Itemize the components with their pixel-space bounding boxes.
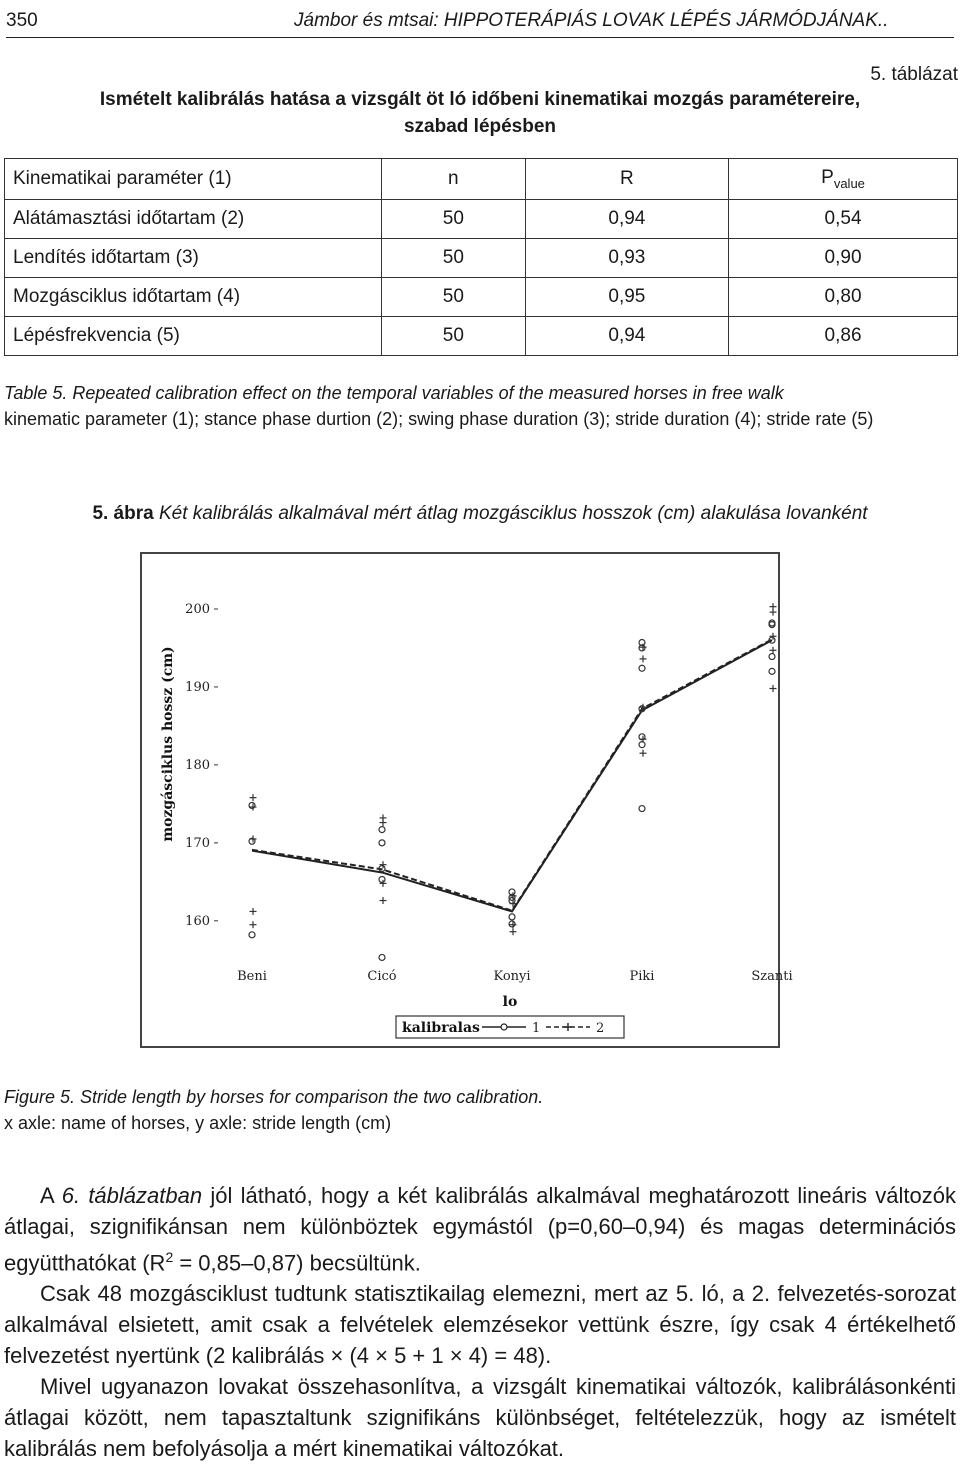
y-tick-label: 200	[185, 602, 210, 617]
table-caption-notes: kinematic parameter (1); stance phase durtion (2); swing phase duration (3); stride duration (4); stride rate (5)	[4, 409, 874, 429]
cell-p: 0,54	[729, 200, 958, 239]
table-row	[5, 317, 958, 356]
data-point-circle	[769, 654, 775, 660]
legend-marker-plus	[564, 1023, 572, 1031]
data-point-plus	[380, 814, 387, 821]
y-tick-label: 160	[185, 913, 210, 929]
data-point-circle	[379, 840, 385, 846]
x-tick-label: Cicó	[367, 969, 397, 984]
cell-p: 0,90	[729, 239, 958, 278]
table-row	[5, 200, 958, 239]
cell-p: 0,86	[729, 317, 958, 356]
p1-start: A	[40, 1183, 62, 1208]
data-point-circle	[379, 876, 385, 882]
data-point-plus	[380, 861, 387, 868]
figure-title-text: Két kalibrálás alkalmával mért átlag mozgásciklus hosszok (cm) alakulása lovanként	[153, 503, 868, 524]
data-point-circle	[639, 665, 645, 671]
header-r: R	[525, 159, 728, 200]
table-title-line2: szabad lépésben	[403, 116, 557, 137]
legend-title: kalibralas	[402, 1020, 480, 1036]
cell-param: Mozgásciklus időtartam (4)	[5, 278, 382, 317]
p1-end: = 0,85–0,87) becsültünk.	[173, 1250, 421, 1276]
cell-n: 50	[382, 317, 526, 356]
y-tick-label: 180	[185, 757, 210, 773]
data-point-plus	[380, 880, 387, 887]
table-row	[5, 278, 958, 317]
cell-r: 0,93	[525, 239, 728, 278]
header-p-sub: value	[833, 175, 865, 191]
cell-r: 0,94	[525, 317, 728, 356]
paragraph-2: Csak 48 mozgásciklust tudtunk statisztikailag elemezni, mert az 5. ló, a 2. felvezetés-sorozat alkalmával elsietett, amit csak a felvételek elemzésekor vettünk észre, így csak 4 értékelhető felvezetést nyertünk (2 kalibrálás × (4 × 5 + 1 × 4) = 48).	[4, 1281, 956, 1369]
table-title	[0, 86, 960, 140]
table-caption-title: Repeated calibration effect on the temporal variables of the measured horses in free walk	[67, 383, 784, 403]
p1-mid: jól látható, hogy a két kalibrálás alkalmával meghatározott lineáris változók átlagai, szignifikánsan nem különböztek egymástól (p=0,60–0,94) és magas determinációs együtthatókat (R	[4, 1183, 956, 1276]
cell-r: 0,94	[525, 200, 728, 239]
data-point-plus	[250, 908, 257, 915]
data-point-plus	[770, 685, 777, 692]
x-tick-label: Piki	[629, 969, 655, 984]
cell-param: Alátámasztási időtartam (2)	[5, 200, 382, 239]
data-point-plus	[640, 655, 647, 662]
table-caption-en	[4, 380, 958, 432]
data-point-circle	[639, 742, 645, 748]
header-p-main: P	[821, 167, 834, 189]
data-point-plus	[250, 921, 257, 928]
cell-p: 0,80	[729, 278, 958, 317]
legend-marker-circle	[501, 1024, 507, 1030]
series-line-2	[252, 639, 772, 910]
cell-r: 0,95	[525, 278, 728, 317]
figure-caption-line1: Figure 5. Stride length by horses for comparison the two calibration.	[4, 1087, 544, 1107]
header-param: Kinematikai paraméter (1)	[5, 159, 382, 200]
y-axis-label: mozgásciklus hossz (cm)	[160, 646, 176, 842]
p1-table-ref: 6. táblázatban	[61, 1183, 203, 1208]
legend-entry-label: 1	[532, 1021, 541, 1036]
table-caption-label: Table 5.	[4, 383, 68, 403]
x-axis-label: lo	[502, 994, 518, 1010]
table-title-line1: Ismételt kalibrálás hatása a vizsgált öt ló időbeni kinematikai mozgás paramétereire,	[99, 89, 861, 110]
figure-caption-en	[4, 1084, 958, 1136]
legend	[396, 1016, 624, 1038]
header-rule	[6, 37, 954, 38]
table-label: 5. táblázat	[870, 64, 958, 85]
cell-n: 50	[382, 278, 526, 317]
cell-n: 50	[382, 200, 526, 239]
data-point-plus	[380, 897, 387, 904]
figure-title	[0, 503, 960, 525]
series-line-1	[252, 640, 772, 911]
cell-param: Lendítés időtartam (3)	[5, 239, 382, 278]
data-point-circle	[379, 827, 385, 833]
table-header-row	[5, 159, 958, 200]
page-header	[6, 6, 954, 34]
legend-entry-label: 2	[596, 1021, 605, 1036]
data-point-circle	[379, 954, 385, 960]
paragraph-1	[4, 1180, 956, 1278]
data-point-circle	[769, 668, 775, 674]
body-text	[4, 1180, 956, 1464]
y-tick-label: 170	[185, 835, 210, 851]
paragraph-3: Mivel ugyanazon lovakat összehasonlítva, a vizsgált kinematikai változók, kalibrálásonkénti átlagai között, nem tapasztaltunk szignifikáns különbséget, feltételezzük, hogy az ismételt kalibrálás nem befolyásolja a mért kinematikai változókat.	[4, 1374, 956, 1462]
figure-chart	[140, 552, 793, 1048]
x-tick-label: Konyi	[493, 969, 531, 984]
data-point-plus	[770, 647, 777, 654]
header-n: n	[382, 159, 526, 200]
running-title: Jámbor és mtsai: HIPPOTERÁPIÁS LOVAK LÉPÉS JÁRMÓDJÁNAK..	[294, 10, 889, 31]
cell-param: Lépésfrekvencia (5)	[5, 317, 382, 356]
data-point-plus	[770, 603, 777, 610]
data-point-plus	[510, 928, 517, 935]
page-number: 350	[6, 10, 38, 31]
cell-n: 50	[382, 239, 526, 278]
data-table	[4, 158, 958, 356]
data-point-plus	[640, 750, 647, 757]
figure-label: 5. ábra	[92, 503, 154, 524]
p1-superscript: 2	[165, 1249, 174, 1265]
y-tick-label: 190	[185, 679, 210, 695]
table-row	[5, 239, 958, 278]
x-tick-label: Beni	[237, 969, 267, 984]
x-tick-label: Szanti	[751, 969, 793, 984]
data-point-circle	[639, 806, 645, 812]
figure-caption-line2: x axle: name of horses, y axle: stride length (cm)	[4, 1113, 392, 1133]
data-point-circle	[249, 932, 255, 938]
data-point-plus	[250, 794, 257, 801]
data-point-plus	[770, 633, 777, 640]
chart-svg	[142, 554, 793, 1046]
data-point-circle	[509, 921, 515, 927]
data-point-circle	[509, 914, 515, 920]
header-p	[729, 159, 958, 200]
